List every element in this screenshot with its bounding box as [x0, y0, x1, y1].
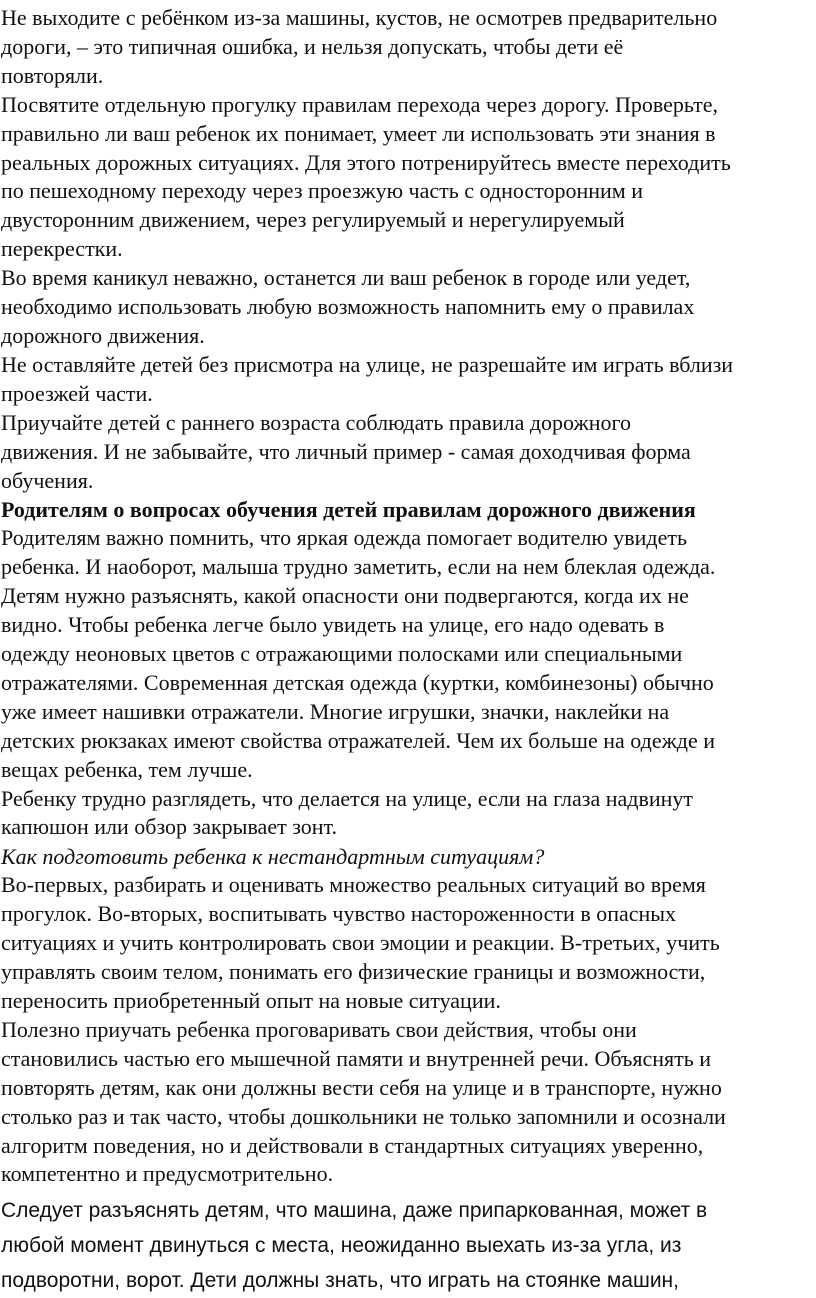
text-line: Во-первых, разбирать и оценивать множество реальных ситуаций во время	[1, 872, 706, 898]
text-line: проезжей части.	[1, 380, 153, 406]
text-line: переносить приобретенный опыт на новые ситуации.	[1, 988, 501, 1013]
document-body	[1, 4, 816, 1298]
text-line: столько раз и так часто, чтобы дошкольники не только запомнили и осознали	[1, 1103, 726, 1129]
text-line: одежду неоновых цветов с отражающими полосками или специальными	[1, 641, 683, 667]
text-line: Как подготовить ребенка к нестандартным ситуациям?	[1, 844, 545, 870]
text-line: прогулок. Во-вторых, воспитывать чувство настороженности в опасных	[1, 901, 677, 927]
text-line: необходимо использовать любую возможность напомнить ему о правилах	[1, 294, 695, 320]
text-line: дороги, – это типичная ошибка, и нельзя допускать, чтобы дети её	[1, 33, 624, 59]
text-line: подворотни, ворот. Дети должны знать, что играть на стоянке машин,	[1, 1269, 679, 1293]
text-line: детских рюкзаках имеют свойства отражателей. Чем их больше на одежде и	[1, 727, 716, 753]
text-line: Родителям о вопросах обучения детей правилам дорожного движения	[1, 497, 696, 523]
text-line: перекрестки.	[1, 236, 123, 262]
text-line: правильно ли ваш ребенок их понимает, умеет ли использовать эти знания в	[1, 120, 716, 146]
text-line: дорожного движения.	[1, 322, 205, 348]
text-line: Следует разъяснять детям, что машина, даже припаркованная, может в	[1, 1199, 708, 1223]
text-line: видно. Чтобы ребенка легче было увидеть на улице, его надо одевать в	[1, 612, 665, 638]
body-paragraph	[1, 785, 816, 843]
text-line: Не оставляйте детей без присмотра на улице, не разрешайте им играть вблизи	[1, 351, 734, 377]
closing-paragraph	[1, 1193, 816, 1298]
text-line: двусторонним движением, через регулируемый и нерегулируемый	[1, 207, 625, 233]
text-line: отражателями. Современная детская одежда (куртки, комбинезоны) обычно	[1, 669, 714, 695]
text-line: по пешеходному переходу через проезжую часть с односторонним и	[1, 178, 644, 204]
text-line: становились частью его мышечной памяти и внутренней речи. Объяснять и	[1, 1045, 712, 1071]
text-line: Не выходите с ребёнком из-за машины, кустов, не осмотрев предварительно	[1, 5, 718, 30]
text-line: компетентно и предусмотрительно.	[1, 1161, 334, 1187]
text-line: алгоритм поведения, но и действовали в стандартных ситуациях уверенно,	[1, 1132, 704, 1158]
body-paragraph	[1, 409, 816, 496]
text-line: любой момент двинуться с места, неожиданно выехать из-за угла, из	[1, 1234, 682, 1258]
text-line: Родителям важно помнить, что яркая одежда помогает водителю увидеть	[1, 525, 688, 551]
text-line: ребенка. И наоборот, малыша трудно заметить, если на нем блеклая одежда.	[1, 554, 716, 580]
text-line: повторять детям, как они должны вести себя на улице и в транспорте, нужно	[1, 1074, 722, 1100]
text-line: вещах ребенка, тем лучше.	[1, 756, 253, 782]
text-line: повторяли.	[1, 62, 104, 88]
body-paragraph	[1, 1016, 816, 1189]
body-paragraph	[1, 4, 816, 91]
section-heading	[1, 495, 816, 524]
text-line: движения. И не забывайте, что личный пример - самая доходчивая форма	[1, 438, 691, 464]
body-paragraph	[1, 91, 816, 264]
text-line: Детям нужно разъяснять, какой опасности они подвергаются, когда их не	[1, 583, 689, 609]
text-line: уже имеет нашивки отражатели. Многие игрушки, значки, наклейки на	[1, 698, 670, 724]
question-subheading	[1, 842, 816, 871]
text-line: Посвятите отдельную прогулку правилам перехода через дорогу. Проверьте,	[1, 91, 718, 117]
text-line: Во время каникул неважно, останется ли ваш ребенок в городе или уедет,	[1, 265, 691, 291]
body-paragraph	[1, 264, 816, 351]
text-line: капюшон или обзор закрывает зонт.	[1, 814, 337, 840]
text-line: Ребенку трудно разглядеть, что делается на улице, если на глаза надвинут	[1, 785, 694, 811]
text-line: обучения.	[1, 467, 94, 493]
body-paragraph	[1, 351, 816, 409]
text-line: Приучайте детей с раннего возраста соблюдать правила дорожного	[1, 409, 631, 435]
text-line: реальных дорожных ситуациях. Для этого потренируйтесь вместе переходить	[1, 149, 731, 175]
text-line: ситуациях и учить контролировать свои эмоции и реакции. В-третьих, учить	[1, 930, 720, 956]
body-paragraph	[1, 871, 816, 1016]
text-line: Полезно приучать ребенка проговаривать свои действия, чтобы они	[1, 1016, 637, 1042]
body-paragraph	[1, 524, 816, 784]
text-line: управлять своим телом, понимать его физические границы и возможности,	[1, 959, 706, 985]
